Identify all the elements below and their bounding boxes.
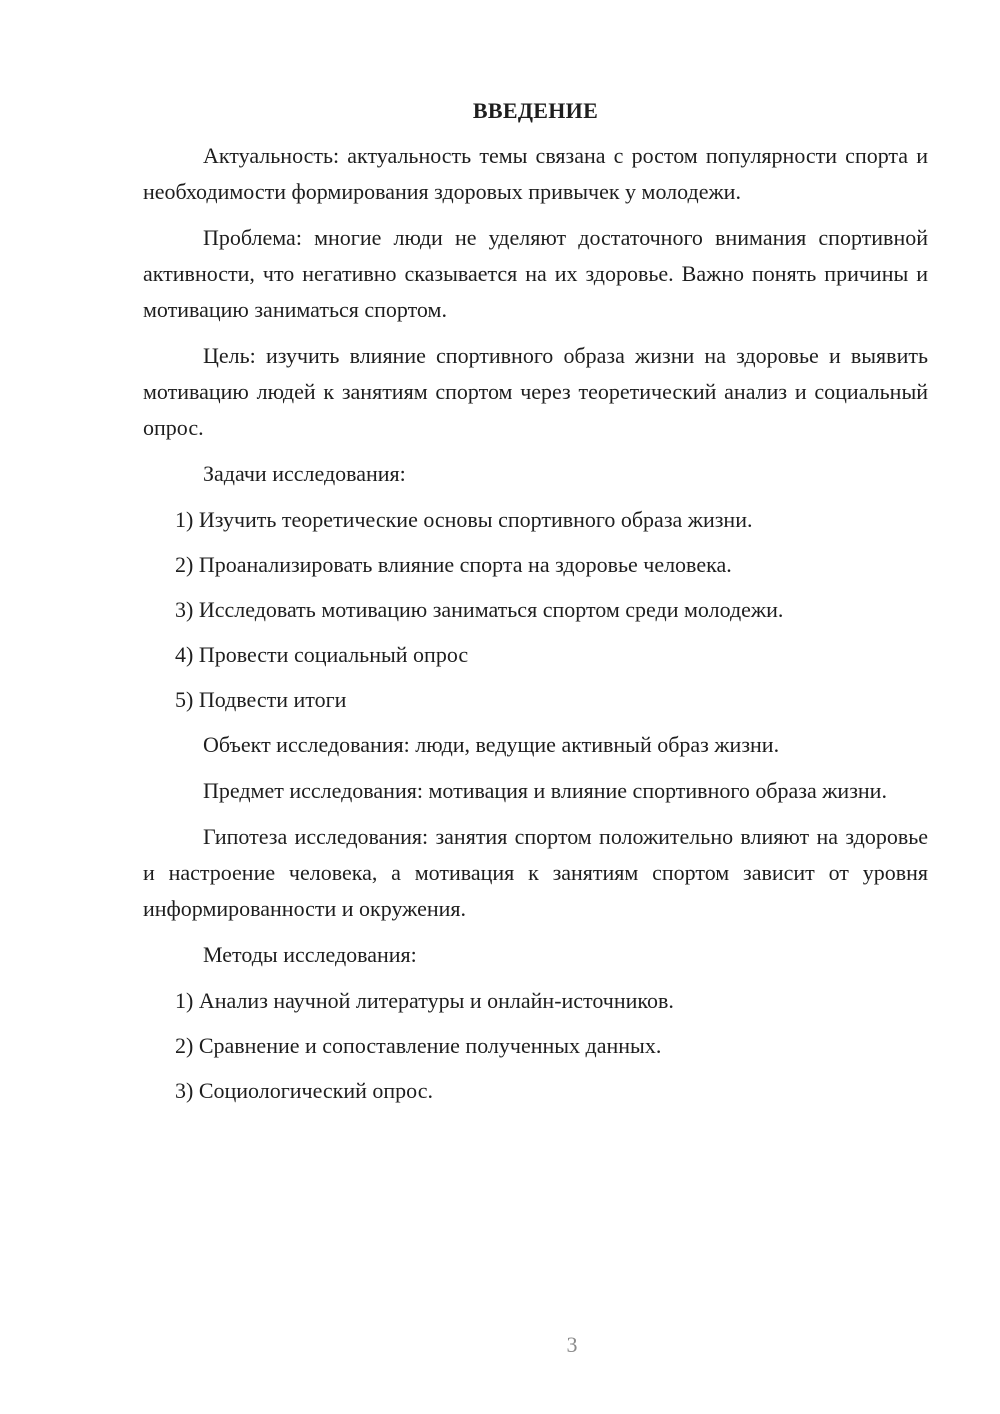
paragraph-object: Объект исследования: люди, ведущие активный образ жизни.: [203, 732, 780, 757]
page-number: 3: [566, 1332, 578, 1357]
paragraph-relevance: Актуальность: актуальность темы связана с ростом популярности спорта и необходимости формирования здоровых привычек у молодежи.: [143, 143, 928, 204]
list-item: 1) Изучить теоретические основы спортивного образа жизни.: [175, 507, 753, 532]
list-item: 1) Анализ научной литературы и онлайн-источников.: [175, 988, 674, 1013]
list-item: 5) Подвести итоги: [175, 687, 347, 712]
tasks-heading: Задачи исследования:: [203, 461, 406, 486]
list-item: 2) Сравнение и сопоставление полученных данных.: [175, 1033, 662, 1058]
page-content: [143, 96, 928, 1118]
list-item: 4) Провести социальный опрос: [175, 642, 469, 667]
paragraph-goal: Цель: изучить влияние спортивного образа жизни на здоровье и выявить мотивацию людей к занятиям спортом через теоретический анализ и социальный опрос.: [143, 343, 928, 440]
list-item: 3) Исследовать мотивацию заниматься спортом среди молодежи.: [175, 597, 784, 622]
methods-heading: Методы исследования:: [203, 942, 417, 967]
paragraph-hypothesis: Гипотеза исследования: занятия спортом положительно влияют на здоровье и настроение человека, а мотивация к занятиям спортом зависит от уровня информированности и окружения.: [143, 824, 928, 921]
paragraph-problem: Проблема: многие люди не уделяют достаточного внимания спортивной активности, что негативно сказывается на их здоровье. Важно понять причины и мотивацию заниматься спортом.: [143, 225, 928, 322]
page-title: ВВЕДЕНИЕ: [472, 98, 599, 123]
methods-list: [143, 983, 928, 1109]
tasks-list: [143, 502, 928, 718]
paragraph-subject: Предмет исследования: мотивация и влияние спортивного образа жизни.: [203, 778, 887, 803]
list-item: 2) Проанализировать влияние спорта на здоровье человека.: [175, 552, 732, 577]
list-item: 3) Социологический опрос.: [175, 1078, 433, 1103]
